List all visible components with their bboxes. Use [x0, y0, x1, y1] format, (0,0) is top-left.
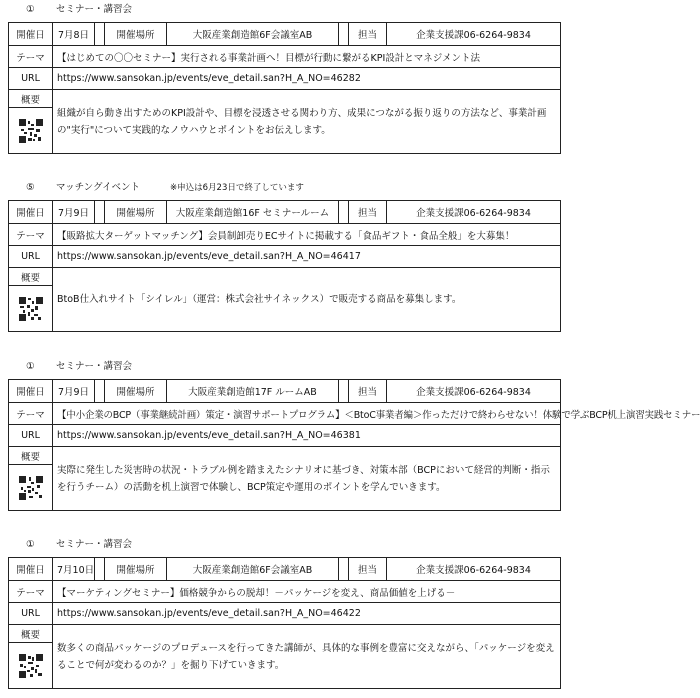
- event-contact: 企業支援課06-6264-9834: [387, 558, 561, 581]
- event-summary: [53, 625, 561, 689]
- event-theme: 【中小企業のBCP（事業継続計画）策定・演習サポートプログラム】＜BtoC事業者編＞作っただけで終わらせない！体験で学ぶBCP机上演習実践セミナー: [53, 403, 561, 425]
- event-note: ※申込は6月23日で終了しています: [170, 183, 304, 193]
- event-venue: 大阪産業創造館17F ルームAB: [167, 380, 339, 403]
- url-label: URL: [9, 603, 53, 625]
- event-table: [8, 200, 561, 332]
- event-summary-text: 組織が自ら動き出すためのKPI設計や、目標を浸透させる関わり方、成果につながる振り返りの方法など、事業計画の"実行"について実践的なノウハウとポイントをお伝えします。: [57, 107, 547, 136]
- event-summary-text: 実際に発生した災害時の状況・トラブル例を踏まえたシナリオに基づき、対策本部（BCPにおいて経営的判断・指示を行うチーム）の活動を机上演習で体験し、BCP策定や運用のポイントを学んでいきます。: [57, 464, 550, 493]
- contact-label: 担当: [349, 558, 387, 581]
- theme-label: テーマ: [9, 581, 53, 603]
- event-category: セミナー・講習会: [56, 361, 133, 372]
- event-header: [8, 180, 560, 196]
- event-date: 7月10日: [53, 558, 95, 581]
- qr-code-icon[interactable]: [19, 476, 43, 500]
- event-table: [8, 379, 700, 511]
- contact-label: 担当: [349, 380, 387, 403]
- event-number: ①: [26, 4, 35, 15]
- qr-code-icon[interactable]: [19, 654, 43, 678]
- event-venue: 大阪産業創造館16F セミナールーム: [167, 201, 339, 224]
- summary-label: 概要: [9, 268, 53, 286]
- event-venue: 大阪産業創造館6F会議室AB: [167, 23, 339, 46]
- event-header: [8, 537, 560, 553]
- event-header: [8, 2, 560, 18]
- event-summary: [53, 90, 561, 154]
- event-category: マッチングイベント: [56, 182, 140, 193]
- event-url-link[interactable]: https://www.sansokan.jp/events/eve_detail.san?H_A_NO=46417: [53, 246, 561, 268]
- event-contact: 企業支援課06-6264-9834: [387, 380, 561, 403]
- date-label: 開催日: [9, 201, 53, 224]
- event-table: [8, 22, 561, 154]
- event-header: [8, 359, 560, 375]
- qr-code-cell: [9, 465, 53, 511]
- contact-label: 担当: [349, 201, 387, 224]
- qr-code-cell: [9, 286, 53, 332]
- event-category: セミナー・講習会: [56, 539, 133, 550]
- url-label: URL: [9, 68, 53, 90]
- event-summary: [53, 268, 561, 332]
- event-table: [8, 557, 561, 689]
- event-theme: 【販路拡大ターゲットマッチング】会員制卸売りECサイトに掲載する「食品ギフト・食品全般」を大募集！: [53, 224, 561, 246]
- date-label: 開催日: [9, 23, 53, 46]
- url-label: URL: [9, 425, 53, 447]
- event-category: セミナー・講習会: [56, 4, 133, 15]
- event-venue: 大阪産業創造館6F会議室AB: [167, 558, 339, 581]
- theme-label: テーマ: [9, 403, 53, 425]
- summary-label: 概要: [9, 625, 53, 643]
- url-label: URL: [9, 246, 53, 268]
- event-number: ①: [26, 539, 35, 550]
- qr-code-cell: [9, 108, 53, 154]
- date-label: 開催日: [9, 380, 53, 403]
- venue-label: 開催場所: [105, 201, 167, 224]
- event-url-link[interactable]: https://www.sansokan.jp/events/eve_detail.san?H_A_NO=46282: [53, 68, 561, 90]
- event-number: ①: [26, 361, 35, 372]
- contact-label: 担当: [349, 23, 387, 46]
- event-summary-text: BtoB仕入れサイト「シイレル」（運営：株式会社サイネックス）で販売する商品を募集します。: [57, 294, 462, 305]
- event-theme: 【はじめての〇〇セミナー】実行される事業計画へ！目標が行動に繋がるKPI設計とマネジメント法: [53, 46, 561, 68]
- event-date: 7月9日: [53, 380, 95, 403]
- event-url-link[interactable]: https://www.sansokan.jp/events/eve_detail.san?H_A_NO=46422: [53, 603, 561, 625]
- event-number: ⑤: [26, 182, 35, 193]
- event-date: 7月9日: [53, 201, 95, 224]
- qr-code-cell: [9, 643, 53, 689]
- theme-label: テーマ: [9, 224, 53, 246]
- summary-label: 概要: [9, 447, 53, 465]
- event-theme: 【マーケティングセミナー】価格競争からの脱却！－パッケージを変え、商品価値を上げる－: [53, 581, 561, 603]
- event-date: 7月8日: [53, 23, 95, 46]
- qr-code-icon[interactable]: [19, 297, 43, 321]
- event-contact: 企業支援課06-6264-9834: [387, 23, 561, 46]
- summary-label: 概要: [9, 90, 53, 108]
- event-summary: [53, 447, 561, 511]
- venue-label: 開催場所: [105, 558, 167, 581]
- date-label: 開催日: [9, 558, 53, 581]
- event-url-link[interactable]: https://www.sansokan.jp/events/eve_detail.san?H_A_NO=46381: [53, 425, 561, 447]
- event-contact: 企業支援課06-6264-9834: [387, 201, 561, 224]
- venue-label: 開催場所: [105, 23, 167, 46]
- qr-code-icon[interactable]: [19, 119, 43, 143]
- venue-label: 開催場所: [105, 380, 167, 403]
- event-summary-text: 数多くの商品パッケージのプロデュースを行ってきた講師が、具体的な事例を豊富に交えながら、「パッケージを変えることで何が変わるのか？」を掘り下げていきます。: [57, 642, 555, 671]
- theme-label: テーマ: [9, 46, 53, 68]
